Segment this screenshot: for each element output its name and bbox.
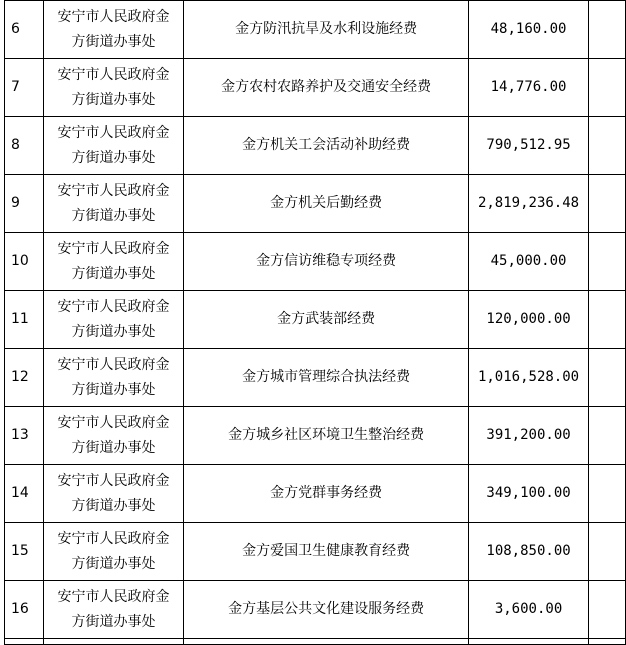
unit-name-line2: 方街道办事处 bbox=[71, 207, 156, 224]
unit-name-line2: 方街道办事处 bbox=[71, 149, 156, 166]
table-row bbox=[5, 523, 626, 581]
note-cell bbox=[588, 291, 625, 349]
unit-name bbox=[44, 291, 183, 349]
amount: 45,000.00 bbox=[469, 233, 588, 291]
amount: 1,016,528.00 bbox=[469, 349, 588, 407]
unit-name-line2: 方街道办事处 bbox=[71, 439, 156, 456]
table-row bbox=[5, 117, 626, 175]
table-row bbox=[5, 349, 626, 407]
partial-cell bbox=[44, 639, 183, 645]
row-number: 7 bbox=[5, 59, 44, 117]
unit-name-line2: 方街道办事处 bbox=[71, 91, 156, 108]
item-name: 金方城乡社区环境卫生整治经费 bbox=[183, 407, 469, 465]
row-number: 11 bbox=[5, 291, 44, 349]
table-row bbox=[5, 233, 626, 291]
row-number: 8 bbox=[5, 117, 44, 175]
note-cell bbox=[588, 175, 625, 233]
row-number: 14 bbox=[5, 465, 44, 523]
unit-name-line2: 方街道办事处 bbox=[71, 381, 156, 398]
unit-name bbox=[44, 1, 183, 59]
unit-name bbox=[44, 175, 183, 233]
note-cell bbox=[588, 349, 625, 407]
amount: 349,100.00 bbox=[469, 465, 588, 523]
row-number: 9 bbox=[5, 175, 44, 233]
unit-name-line1: 安宁市人民政府金 bbox=[57, 8, 170, 25]
unit-name bbox=[44, 349, 183, 407]
partial-cell bbox=[5, 639, 44, 645]
table-row bbox=[5, 291, 626, 349]
unit-name bbox=[44, 465, 183, 523]
row-number: 16 bbox=[5, 581, 44, 639]
note-cell bbox=[588, 59, 625, 117]
amount: 391,200.00 bbox=[469, 407, 588, 465]
unit-name-line1: 安宁市人民政府金 bbox=[57, 472, 170, 489]
table-row bbox=[5, 407, 626, 465]
unit-name bbox=[44, 407, 183, 465]
partial-cell bbox=[588, 639, 625, 645]
item-name: 金方机关后勤经费 bbox=[183, 175, 469, 233]
table-row-partial bbox=[5, 639, 626, 645]
item-name: 金方防汛抗旱及水利设施经费 bbox=[183, 1, 469, 59]
row-number: 15 bbox=[5, 523, 44, 581]
note-cell bbox=[588, 523, 625, 581]
item-name: 金方爱国卫生健康教育经费 bbox=[183, 523, 469, 581]
amount: 790,512.95 bbox=[469, 117, 588, 175]
note-cell bbox=[588, 407, 625, 465]
amount: 14,776.00 bbox=[469, 59, 588, 117]
item-name: 金方机关工会活动补助经费 bbox=[183, 117, 469, 175]
unit-name-line1: 安宁市人民政府金 bbox=[57, 182, 170, 199]
table-row bbox=[5, 581, 626, 639]
item-name: 金方农村农路养护及交通安全经费 bbox=[183, 59, 469, 117]
note-cell bbox=[588, 233, 625, 291]
note-cell bbox=[588, 1, 625, 59]
unit-name-line1: 安宁市人民政府金 bbox=[57, 356, 170, 373]
amount: 3,600.00 bbox=[469, 581, 588, 639]
row-number: 13 bbox=[5, 407, 44, 465]
unit-name-line2: 方街道办事处 bbox=[71, 323, 156, 340]
budget-table-body bbox=[5, 1, 626, 645]
amount: 48,160.00 bbox=[469, 1, 588, 59]
unit-name-line2: 方街道办事处 bbox=[71, 613, 156, 630]
amount: 108,850.00 bbox=[469, 523, 588, 581]
unit-name-line1: 安宁市人民政府金 bbox=[57, 298, 170, 315]
unit-name bbox=[44, 233, 183, 291]
unit-name bbox=[44, 581, 183, 639]
unit-name-line2: 方街道办事处 bbox=[71, 555, 156, 572]
item-name: 金方信访维稳专项经费 bbox=[183, 233, 469, 291]
note-cell bbox=[588, 581, 625, 639]
unit-name-line1: 安宁市人民政府金 bbox=[57, 240, 170, 257]
unit-name-line2: 方街道办事处 bbox=[71, 265, 156, 282]
budget-table bbox=[4, 0, 626, 645]
row-number: 10 bbox=[5, 233, 44, 291]
amount: 2,819,236.48 bbox=[469, 175, 588, 233]
unit-name-line1: 安宁市人民政府金 bbox=[57, 530, 170, 547]
unit-name-line2: 方街道办事处 bbox=[71, 33, 156, 50]
table-row bbox=[5, 175, 626, 233]
unit-name bbox=[44, 59, 183, 117]
table-row bbox=[5, 59, 626, 117]
unit-name-line1: 安宁市人民政府金 bbox=[57, 414, 170, 431]
item-name: 金方城市管理综合执法经费 bbox=[183, 349, 469, 407]
unit-name bbox=[44, 117, 183, 175]
note-cell bbox=[588, 117, 625, 175]
unit-name-line2: 方街道办事处 bbox=[71, 497, 156, 514]
partial-cell bbox=[183, 639, 469, 645]
note-cell bbox=[588, 465, 625, 523]
partial-cell bbox=[469, 639, 588, 645]
unit-name-line1: 安宁市人民政府金 bbox=[57, 588, 170, 605]
unit-name-line1: 安宁市人民政府金 bbox=[57, 66, 170, 83]
unit-name bbox=[44, 523, 183, 581]
table-row bbox=[5, 465, 626, 523]
row-number: 6 bbox=[5, 1, 44, 59]
item-name: 金方基层公共文化建设服务经费 bbox=[183, 581, 469, 639]
unit-name-line1: 安宁市人民政府金 bbox=[57, 124, 170, 141]
item-name: 金方武装部经费 bbox=[183, 291, 469, 349]
table-row bbox=[5, 1, 626, 59]
amount: 120,000.00 bbox=[469, 291, 588, 349]
item-name: 金方党群事务经费 bbox=[183, 465, 469, 523]
row-number: 12 bbox=[5, 349, 44, 407]
